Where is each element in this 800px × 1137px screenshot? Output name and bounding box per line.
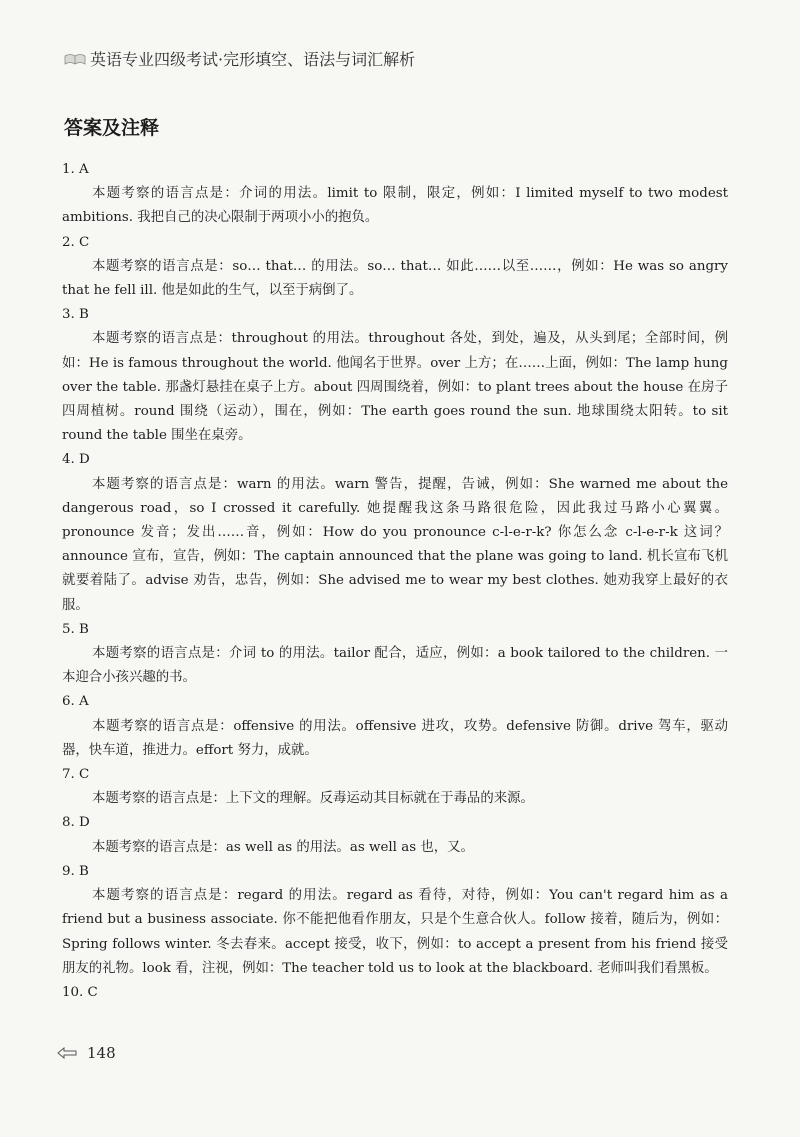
answer-number: 2. C: [62, 234, 90, 250]
answer-explanation: 本题考察的语言点是：介词 to 的用法。tailor 配合，适应，例如：a book tailored to the children. 一本迎合小孩兴趣的书。: [62, 646, 728, 686]
answer-explanation: 本题考察的语言点是：so… that… 的用法。so… that… 如此……以至……，例如：He was so angry that he fell ill. 他是如此的生气，以至于病倒了。: [62, 258, 728, 299]
answer-item: [62, 763, 728, 811]
answer-item: [62, 811, 728, 859]
answer-number: 10. C: [62, 984, 98, 1000]
answer-explanation: 本题考察的语言点是：as well as 的用法。as well as 也，又。: [92, 839, 474, 855]
answer-explanation: 本题考察的语言点是：offensive 的用法。offensive 进攻，攻势。defensive 防御。drive 驾车，驱动器，快车道，推进力。effort 努力，成就。: [62, 718, 728, 758]
answer-item: [62, 981, 728, 1005]
answer-item: [62, 448, 728, 617]
page-number: 148: [87, 1044, 116, 1062]
answer-number: 8. D: [62, 815, 90, 831]
answer-item: [62, 860, 728, 981]
answer-explanation: 本题考察的语言点是：warn 的用法。warn 警告，提醒，告诫，例如：She warned me about the dangerous road，so I crossed it carefully. 她提醒我这条马路很危险，因此我过马路小心翼翼。pronounce 发音；发出……音，例如：How do you pronounce c-l-e-r-k? 你怎么念 c-l-e-r-k 这词？announce 宣布，宣告，例如：The captain announced that the plane was going to land. 机长宣布飞机就要着陆了。advise 劝告，忠告，例如：She advised me to wear my best clothes. 她劝我穿上最好的衣服。: [62, 476, 728, 613]
left-arrow-icon: [57, 1047, 77, 1059]
answer-item: [62, 231, 728, 304]
answer-item: [62, 618, 728, 691]
answer-number: 3. B: [62, 307, 89, 323]
answer-number: 5. B: [62, 621, 89, 637]
answer-explanation: 本题考察的语言点是：介词的用法。limit to 限制，限定，例如：I limited myself to two modest ambitions. 我把自己的决心限制于两项小小的抱负。: [62, 186, 728, 226]
answer-number: 1. A: [62, 162, 89, 177]
answer-number: 7. C: [62, 767, 90, 783]
answer-list: [62, 158, 728, 1005]
answer-item: [62, 303, 728, 448]
section-title: 答案及注释: [64, 117, 160, 139]
answer-item: [62, 158, 728, 231]
page-footer: [57, 1044, 116, 1062]
answer-explanation: 本题考察的语言点是：throughout 的用法。throughout 各处，到处，遍及，从头到尾；全部时间，例如：He is famous throughout the world. 他闻名于世界。over 上方；在……上面，例如：The lamp hung over the table. 那盏灯悬挂在桌子上方。about 四周围绕着，例如：to plant trees about the house 在房子四周植树。round 围绕（运动），围在，例如：The earth goes round the sun. 地球围绕太阳转。to sit round the table 围坐在桌旁。: [62, 331, 728, 444]
book-icon: [64, 53, 86, 65]
running-header: [64, 47, 415, 70]
answer-number: 6. A: [62, 694, 89, 710]
answer-number: 4. D: [62, 452, 90, 468]
header-title: 英语专业四级考试·完形填空、语法与词汇解析: [90, 50, 416, 69]
answer-explanation: 本题考察的语言点是：regard 的用法。regard as 看待，对待，例如：You can't regard him as a friend but a business associate. 你不能把他看作朋友，只是个生意合伙人。follow 接着，随后为，例如：Spring follows winter. 冬去春来。accept 接受，收下，例如：to accept a present from his friend 接受朋友的礼物。look 看，注视，例如：The teacher told us to look at the blackboard. 老师叫我们看黑板。: [62, 888, 728, 976]
answer-number: 9. B: [62, 863, 89, 879]
answer-item: [62, 690, 728, 763]
answer-explanation: 本题考察的语言点是：上下文的理解。反毒运动其目标就在于毒品的来源。: [92, 791, 534, 807]
